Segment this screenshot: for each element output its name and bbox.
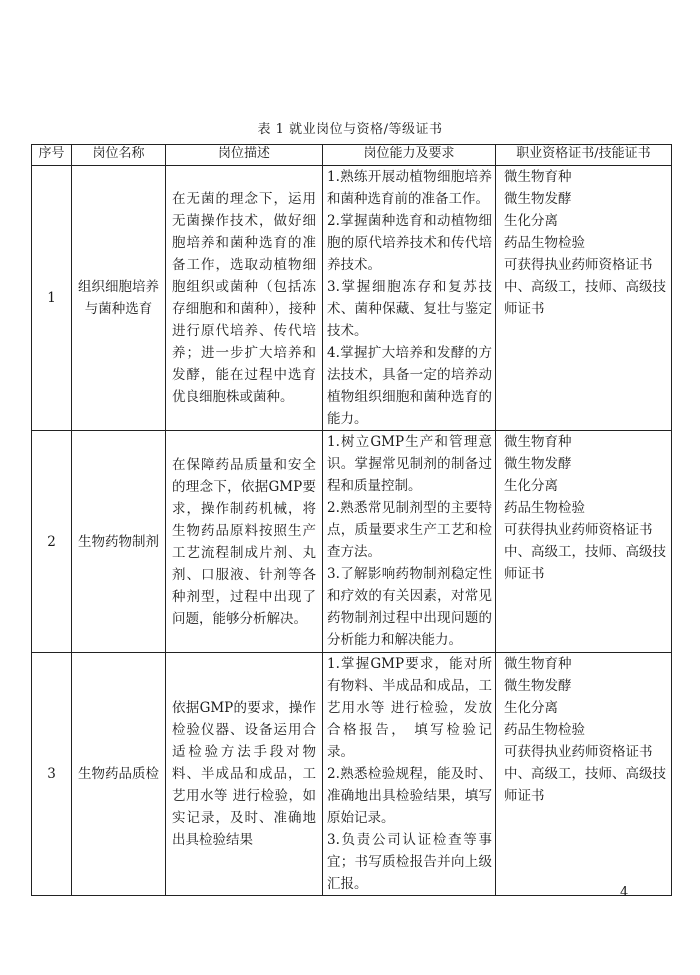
requirements-cell [323,653,496,896]
row-name: 组织细胞培养与菌种选育 [78,279,159,317]
requirement-item: 2.掌握菌种选育和动植物细胞的原代培养技术和传代培养技术。 [327,213,492,273]
certificates-cell [496,431,672,653]
header-requirements: 岗位能力及要求 [323,145,496,166]
requirement-item: 2.熟悉检验规程，能及时、准确地出具检验结果，填写原始记录。 [327,766,492,826]
row-description: 在无菌的理念下，运用无菌操作技术，做好细胞培养和菌种选育的准备工作，选取动植物细胞组织或菌种（包括冻存细胞和和菌种），接种进行原代培养、传代培养；进一步扩大培养和发酵，能在过程中选育优良细胞株或菌种。 [172,191,316,405]
certificate-item: 药品生物检验 [504,500,585,516]
seq-cell [32,166,72,431]
certificate-item: 药品生物检验 [504,722,585,738]
requirement-item: 2.熟悉常见制剂型的主要特点，质量要求生产工艺和检查方法。 [327,500,492,560]
requirement-item: 1.熟练开展动植物细胞培养和菌种选育前的准备工作。 [327,169,492,207]
table-row [32,431,672,653]
certificate-item: 微生物育种 [504,434,572,450]
header-name: 岗位名称 [72,145,166,166]
requirement-item: 1.树立GMP生产和管理意识。掌握常见制剂的制备过程和质量控制。 [327,434,492,494]
header-seq: 序号 [32,145,72,166]
certificate-item: 可获得执业药师资格证书中、高级工，技师、高级技师证书 [504,257,666,317]
requirement-item: 1.掌握GMP要求，能对所有物料、半成品和成品，工艺用水等 进行检验，发放合格报告， 填写检验记录。 [327,656,492,760]
description-cell [166,431,323,653]
certificate-item: 可获得执业药师资格证书中、高级工，技师、高级技师证书 [504,522,666,582]
certificate-item: 生化分离 [504,700,558,716]
row-name: 生物药物制剂 [78,533,159,550]
certificate-item: 微生物发酵 [504,191,572,207]
certificates-cell [496,653,672,896]
certificate-item: 微生物育种 [504,656,572,672]
table-row [32,166,672,431]
header-certificates: 职业资格证书/技能证书 [496,145,672,166]
table-row [32,653,672,896]
table-caption: 表 1 就业岗位与资格/等级证书 [257,122,443,137]
certificate-item: 药品生物检验 [504,235,585,251]
certificate-item: 微生物发酵 [504,456,572,472]
requirement-item: 4.掌握扩大培养和发酵的方法技术，具备一定的培养动植物组织细胞和菌种选育的能力。 [327,345,492,427]
requirements-cell [323,166,496,431]
certificate-item: 生化分离 [504,478,558,494]
description-cell [166,166,323,431]
name-cell [72,166,166,431]
row-seq: 3 [47,766,56,782]
row-seq: 1 [47,290,56,306]
certificate-item: 可获得执业药师资格证书中、高级工，技师、高级技师证书 [504,744,666,804]
certificate-item: 微生物发酵 [504,678,572,694]
name-cell [72,431,166,653]
certificates-cell [496,166,672,431]
row-description: 在保障药品质量和安全的理念下，依据GMP要求，操作制药机械，将生物药品原料按照生产工艺流程制成片剂、丸剂、口服液、针剂等各种剂型，过程中出现了问题，能够分析解决。 [172,456,316,627]
description-cell [166,653,323,896]
seq-cell [32,431,72,653]
table-header-row [32,145,672,166]
row-description: 依据GMP的要求，操作检验仪器、设备运用合适检验方法手段对物料、半成品和成品，工艺用水等 进行检验，如实记录，及时、准确地出具检验结果 [172,700,316,848]
requirement-item: 3.负责公司认证检查等事宜；书写质检报告并向上级汇报。 [327,832,492,892]
page-number: 4 [620,885,629,900]
requirement-item: 3.了解影响药物制剂稳定性和疗效的有关因素，对常见药物制剂过程中出现问题的分析能力和解决能力。 [327,566,492,648]
jobs-table [31,144,672,896]
certificate-item: 微生物育种 [504,169,572,185]
certificate-item: 生化分离 [504,213,558,229]
seq-cell [32,653,72,896]
row-name: 生物药品质检 [78,766,159,782]
name-cell [72,653,166,896]
row-seq: 2 [47,533,56,550]
requirements-cell [323,431,496,653]
header-description: 岗位描述 [166,145,323,166]
requirement-item: 3.掌握细胞冻存和复苏技术、菌种保藏、复壮与鉴定技术。 [327,279,492,339]
